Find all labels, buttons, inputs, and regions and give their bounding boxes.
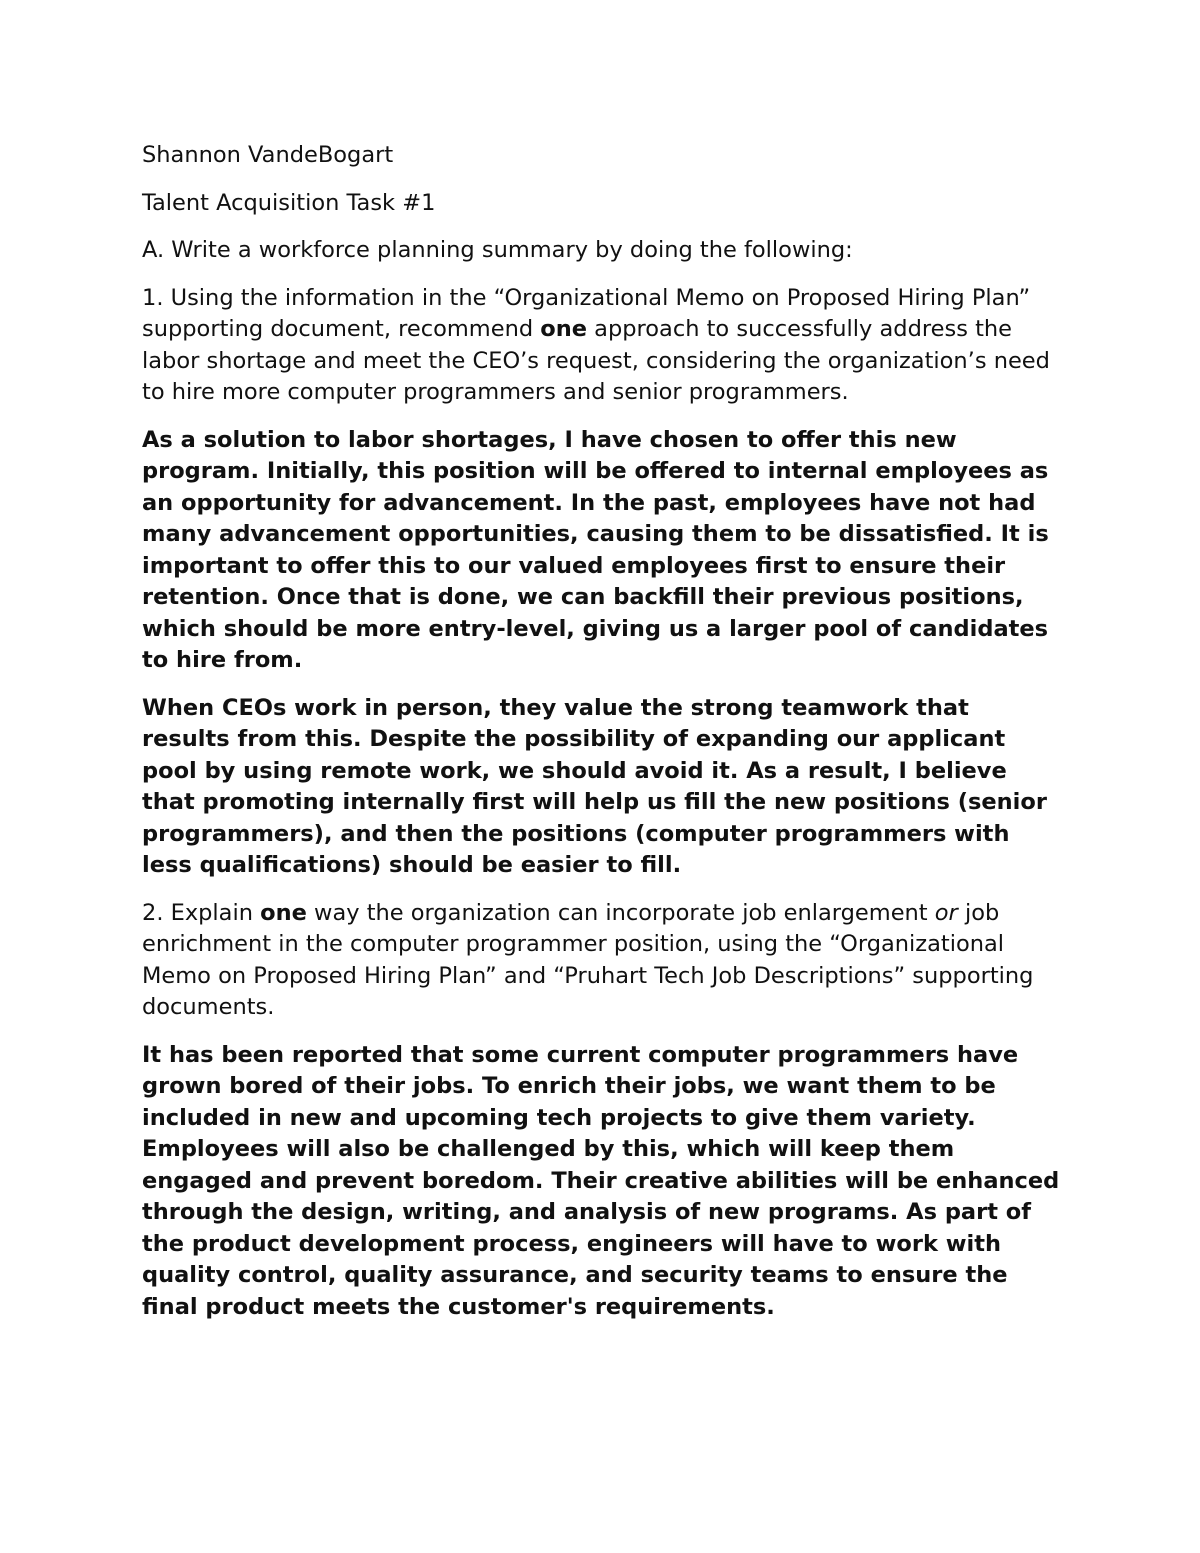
question-1-emphasis: one (540, 316, 588, 342)
question-2-italic: or (934, 899, 958, 926)
answer-2-paragraph: It has been reported that some current computer programmers have grown bored of their jobs. To enrich their jobs, we want them to be included in new and upcoming tech projects to give them variety. Employees will also be challenged by this, which will keep them engaged and prevent boredom. Their creative abilities will be enhanced through the design, writing, and analysis of new programs. As part of the product development process, engineers will have to work with quality control, quality assurance, and security teams to ensure the final product meets the customer's requirements. (142, 1041, 1060, 1320)
task-title: Talent Acquisition Task #1 (142, 189, 436, 216)
section-a-heading: A. Write a workforce planning summary by doing the following: (142, 237, 853, 263)
author-name: Shannon VandeBogart (142, 142, 394, 168)
document-page (142, 140, 1062, 1339)
question-1-suffix: approach to successfully address the labor shortage and meet the CEO’s request, considering the organization’s need to hire more computer programmers and senior programmers. (142, 316, 1050, 405)
question-2-prefix: 2. Explain (142, 899, 261, 926)
answer-1-paragraph-2: When CEOs work in person, they value the strong teamwork that results from this. Despite the possibility of expanding our applicant pool by using remote work, we should avoid it. As a result, I believe that promoting internally first will help us fill the new positions (senior programmers), and then the positions (computer programmers with less qualifications) should be easier to fill. (142, 694, 1047, 878)
question-1 (142, 283, 1062, 409)
answer-1-paragraph-1: As a solution to labor shortages, I have chosen to offer this new program. Initially, this position will be offered to internal employees as an opportunity for advancement. In the past, employees have not had many advancement opportunities, causing them to be dissatisfied. It is important to offer this to our valued employees first to ensure their retention. Once that is done, we can backfill their previous positions, which should be more entry-level, giving us a larger pool of candidates to hire from. (142, 426, 1049, 673)
question-1-prefix: 1. Using the information in the “Organizational Memo on Proposed Hiring Plan” supporting document, recommend (142, 284, 1031, 342)
question-2 (142, 898, 1062, 1024)
question-2-emphasis: one (260, 899, 307, 926)
question-2-suffix: job enrichment in the computer programmer position, using the “Organizational Memo on Proposed Hiring Plan” and “Pruhart Tech Job Descriptions” supporting documents. (142, 899, 1034, 1020)
question-2-middle: way the organization can incorporate job enlargement (306, 899, 935, 926)
